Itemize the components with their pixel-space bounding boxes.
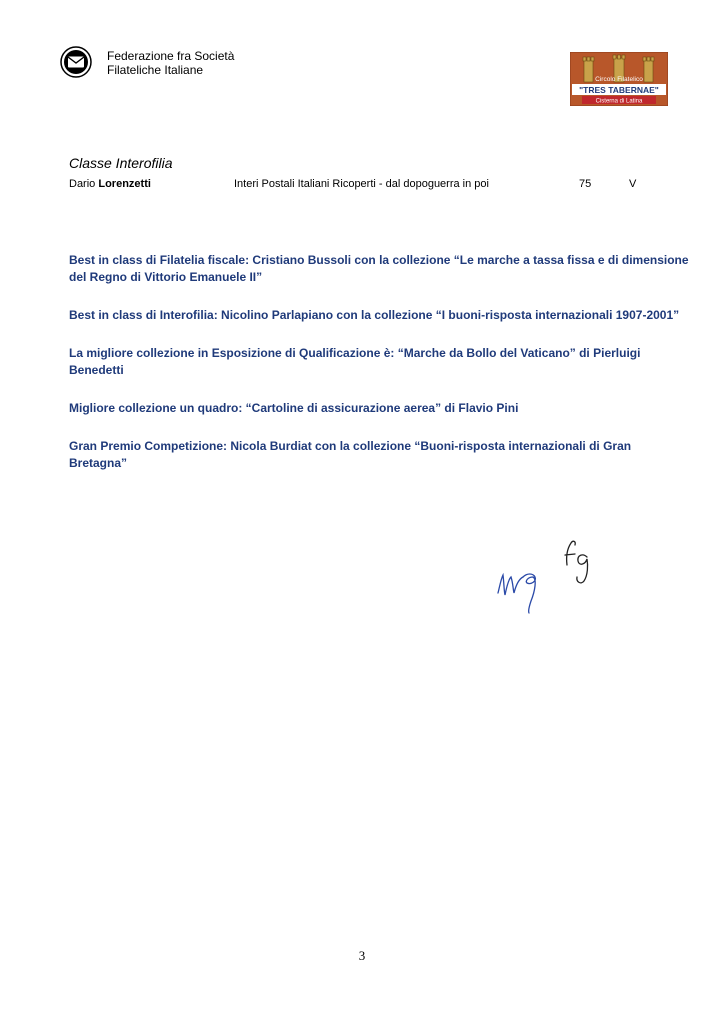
award-item: Best in class di Interofilia: Nicolino Parlapiano con la collezione “I buoni-risposta internazionali 1907-2001” bbox=[69, 308, 680, 322]
handwritten-signature bbox=[495, 535, 605, 617]
club-logo-line3: Cisterna di Latina bbox=[595, 98, 643, 105]
fsfi-logo-icon bbox=[60, 46, 92, 78]
medal: V bbox=[629, 178, 637, 190]
collection-title: Interi Postali Italiani Ricoperti - dal dopoguerra in poi bbox=[234, 178, 489, 190]
page-number: 3 bbox=[358, 948, 366, 963]
club-logo bbox=[570, 52, 668, 106]
award-item: Best in class di Filatelia fiscale: Cristiano Bussoli con la collezione “Le marche a tassa fissa e di dimensione del Regno di Vittorio Emanuele II” bbox=[69, 253, 689, 284]
organization-name-line1: Federazione fra Società bbox=[107, 49, 235, 63]
section-title: Classe Interofilia bbox=[69, 155, 173, 171]
entry-row bbox=[69, 178, 669, 192]
award-item: Migliore collezione un quadro: “Cartoline di assicurazione aerea” di Flavio Pini bbox=[69, 401, 519, 415]
exhibitor-name bbox=[69, 178, 151, 190]
club-logo-line1: Circolo Filatelico bbox=[595, 76, 643, 83]
organization-name-line2: Filateliche Italiane bbox=[107, 63, 204, 77]
award-item: Gran Premio Competizione: Nicola Burdiat con la collezione “Buoni-risposta internazionali di Gran Bretagna” bbox=[69, 439, 632, 470]
club-logo-line2: "TRES TABERNAE" bbox=[579, 85, 659, 95]
exhibitor-last-name: Lorenzetti bbox=[98, 178, 151, 190]
exhibitor-first-name: Dario bbox=[69, 178, 96, 190]
award-item: La migliore collezione in Esposizione di Qualificazione è: “Marche da Bollo del Vaticano” di Pierluigi Benedetti bbox=[69, 346, 641, 377]
organization-name bbox=[107, 49, 234, 77]
score: 75 bbox=[579, 178, 592, 190]
awards-list bbox=[69, 252, 691, 493]
